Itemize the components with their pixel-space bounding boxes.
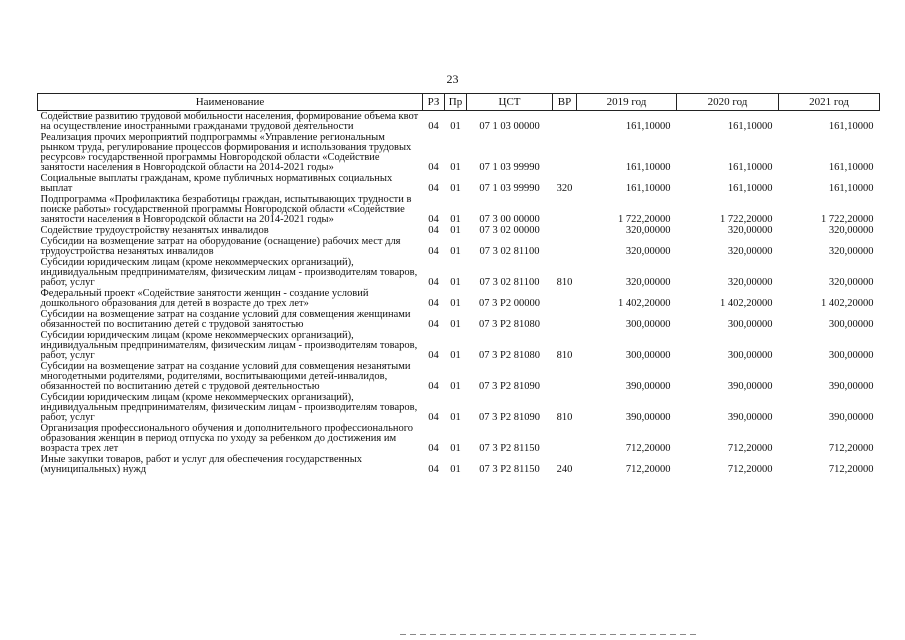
cell-2020: 390,00000: [727, 381, 773, 392]
cell-cst: 07 3 00 00000: [479, 214, 540, 225]
cell-rz: 04: [428, 298, 439, 309]
cell-pr: 01: [450, 214, 461, 225]
table-header-row: [38, 94, 880, 111]
cell-2019: 161,10000: [625, 121, 671, 132]
cell-name: Субсидии юридическим лицам (кроме некоммерческих организаций), индивидуальным предпринимателям, физическим лицам - производителям товаров, работ, услуг: [40, 392, 418, 423]
cell-cst: 07 3 02 00000: [479, 225, 540, 236]
cell-2019: 390,00000: [625, 381, 671, 392]
cell-cst: 07 1 03 99990: [479, 183, 540, 194]
table-row: [38, 454, 880, 475]
cell-vr: 810: [556, 350, 573, 361]
cell-name: Содействие развитию трудовой мобильности населения, формирование объема квот на осуществление иностранными гражданами трудовой деятельности: [40, 111, 419, 132]
table-row: [38, 330, 880, 361]
cell-2021: 712,20000: [828, 443, 874, 454]
header-vr: ВР: [553, 94, 577, 111]
header-2019: 2019 год: [577, 94, 677, 111]
cell-pr: 01: [450, 381, 461, 392]
cell-pr: 01: [450, 350, 461, 361]
cell-pr: 01: [450, 121, 461, 132]
table-row: [38, 309, 880, 330]
cell-2021: 300,00000: [828, 319, 874, 330]
cell-cst: 07 3 P2 81150: [479, 464, 540, 475]
cell-name: Содействие трудоустройству незанятых инвалидов: [40, 225, 269, 236]
cell-2021: 1 402,20000: [821, 298, 874, 309]
cell-vr: [553, 423, 577, 454]
cell-vr: 810: [556, 277, 573, 288]
cell-2020: 320,00000: [727, 225, 773, 236]
table-row: [38, 194, 880, 225]
header-rz: РЗ: [423, 94, 445, 111]
cell-pr: 01: [450, 246, 461, 257]
cell-name: Социальные выплаты гражданам, кроме публичных нормативных социальных выплат: [40, 173, 393, 194]
cell-rz: 04: [428, 464, 439, 475]
cell-2020: 1 402,20000: [720, 298, 773, 309]
cell-rz: 04: [428, 381, 439, 392]
cell-vr: [553, 132, 577, 173]
cell-2021: 712,20000: [828, 464, 874, 475]
cell-2019: 1 722,20000: [618, 214, 671, 225]
header-2020: 2020 год: [677, 94, 779, 111]
cell-2019: 320,00000: [625, 246, 671, 257]
cell-rz: 04: [428, 162, 439, 173]
cell-rz: 04: [428, 246, 439, 257]
cell-2020: 161,10000: [727, 183, 773, 194]
cell-rz: 04: [428, 225, 439, 236]
cell-rz: 04: [428, 277, 439, 288]
cell-name: Субсидии на возмещение затрат на создание условий для совмещения женщинами обязанностей по воспитанию детей с трудовой занятостью: [40, 309, 411, 330]
cell-2020: 161,10000: [727, 121, 773, 132]
cell-name: Организация профессионального обучения и дополнительного профессионального образования женщин в период отпуска по уходу за ребенком до достижения им возраста трех лет: [40, 423, 414, 454]
cell-pr: 01: [450, 319, 461, 330]
cell-cst: 07 1 03 00000: [479, 121, 540, 132]
cell-2021: 161,10000: [828, 183, 874, 194]
cell-pr: 01: [450, 298, 461, 309]
page-number: 23: [446, 72, 459, 86]
cell-rz: 04: [428, 412, 439, 423]
cell-name: Подпрограмма «Профилактика безработицы граждан, испытывающих трудности в поиске работы» государственной программы Новгородской области «Содействие занятости населения в Новгородской области на 2014-2021 годы»: [40, 194, 412, 225]
table-row: [38, 173, 880, 194]
cell-pr: 01: [450, 277, 461, 288]
cell-pr: 01: [450, 183, 461, 194]
cell-cst: 07 1 03 99990: [479, 162, 540, 173]
cell-2019: 1 402,20000: [618, 298, 671, 309]
cell-2020: 320,00000: [727, 246, 773, 257]
cell-rz: 04: [428, 121, 439, 132]
table-row: [38, 423, 880, 454]
cell-cst: 07 3 02 81100: [479, 246, 540, 257]
cell-pr: 01: [450, 464, 461, 475]
cell-2020: 712,20000: [727, 443, 773, 454]
cell-2019: 390,00000: [625, 412, 671, 423]
table-row: [38, 288, 880, 309]
cell-2021: 320,00000: [828, 246, 874, 257]
cell-2021: 320,00000: [828, 225, 874, 236]
cell-rz: 04: [428, 214, 439, 225]
cell-vr: [553, 288, 577, 309]
cell-cst: 07 3 02 81100: [479, 277, 540, 288]
cell-cst: 07 3 P2 81090: [479, 381, 540, 392]
table-row: [38, 132, 880, 173]
cell-pr: 01: [450, 443, 461, 454]
cell-rz: 04: [428, 350, 439, 361]
cell-2021: 161,10000: [828, 121, 874, 132]
cell-vr: [553, 225, 577, 236]
cell-2021: 390,00000: [828, 381, 874, 392]
cell-2019: 300,00000: [625, 319, 671, 330]
table-row: [38, 225, 880, 236]
cell-2020: 390,00000: [727, 412, 773, 423]
header-2021: 2021 год: [779, 94, 880, 111]
cell-2019: 320,00000: [625, 225, 671, 236]
cell-name: Субсидии на возмещение затрат на создание условий для совмещения незанятыми многодетными родителями, родителями, воспитывающими детей-инвалидов, обязанностей по воспитанию детей с трудовой деятельностью: [40, 361, 411, 392]
header-name: Наименование: [38, 94, 423, 111]
cell-rz: 04: [428, 319, 439, 330]
header-pr: Пр: [445, 94, 467, 111]
cell-vr: 810: [556, 412, 573, 423]
cell-2019: 320,00000: [625, 277, 671, 288]
cell-name: Федеральный проект «Содействие занятости женщин - создание условий дошкольного образования для детей в возрасте до трех лет»: [40, 288, 369, 309]
cell-2020: 1 722,20000: [720, 214, 773, 225]
cell-2019: 712,20000: [625, 443, 671, 454]
cell-name: Реализация прочих мероприятий подпрограммы «Управление региональным рынком труда, регулирование процессов формирования и использования трудовых ресурсов» государственной программы Новгородской области «Содействие занятости населения в Новгородской области на 2014-2021 годы»: [40, 132, 412, 173]
cell-2020: 712,20000: [727, 464, 773, 475]
cell-2021: 1 722,20000: [821, 214, 874, 225]
cell-2019: 712,20000: [625, 464, 671, 475]
cell-2019: 161,10000: [625, 183, 671, 194]
table-row: [38, 236, 880, 257]
cell-cst: 07 3 P2 81150: [479, 443, 540, 454]
cell-name: Субсидии на возмещение затрат на оборудование (оснащение) рабочих мест для трудоустройства незанятых инвалидов: [40, 236, 401, 257]
cell-vr: 240: [556, 464, 573, 475]
cell-2020: 161,10000: [727, 162, 773, 173]
cell-2020: 300,00000: [727, 319, 773, 330]
cell-vr: 320: [556, 183, 573, 194]
cell-2020: 300,00000: [727, 350, 773, 361]
cell-rz: 04: [428, 183, 439, 194]
cell-2019: 161,10000: [625, 162, 671, 173]
cell-cst: 07 3 P2 81080: [479, 350, 540, 361]
cell-cst: 07 3 P2 00000: [479, 298, 540, 309]
table-row: [38, 257, 880, 288]
cell-vr: [553, 309, 577, 330]
table-row: [38, 111, 880, 133]
cell-2020: 320,00000: [727, 277, 773, 288]
cell-pr: 01: [450, 162, 461, 173]
cell-2021: 320,00000: [828, 277, 874, 288]
cell-2019: 300,00000: [625, 350, 671, 361]
cell-2021: 161,10000: [828, 162, 874, 173]
cell-cst: 07 3 P2 81080: [479, 319, 540, 330]
cell-vr: [553, 111, 577, 133]
cell-pr: 01: [450, 225, 461, 236]
table-row: [38, 392, 880, 423]
cell-rz: 04: [428, 443, 439, 454]
table-row: [38, 361, 880, 392]
cell-pr: 01: [450, 412, 461, 423]
budget-table: [37, 93, 880, 475]
cell-2021: 300,00000: [828, 350, 874, 361]
cell-name: Иные закупки товаров, работ и услуг для обеспечения государственных (муниципальных) нужд: [40, 454, 363, 475]
header-cst: ЦСТ: [467, 94, 553, 111]
cell-vr: [553, 361, 577, 392]
cell-vr: [553, 236, 577, 257]
cell-2021: 390,00000: [828, 412, 874, 423]
footer-divider: [400, 634, 700, 635]
cell-cst: 07 3 P2 81090: [479, 412, 540, 423]
cell-name: Субсидии юридическим лицам (кроме некоммерческих организаций), индивидуальным предпринимателям, физическим лицам - производителям товаров, работ, услуг: [40, 257, 418, 288]
cell-name: Субсидии юридическим лицам (кроме некоммерческих организаций), индивидуальным предпринимателям, физическим лицам - производителям товаров, работ, услуг: [40, 330, 418, 361]
cell-vr: [553, 194, 577, 225]
